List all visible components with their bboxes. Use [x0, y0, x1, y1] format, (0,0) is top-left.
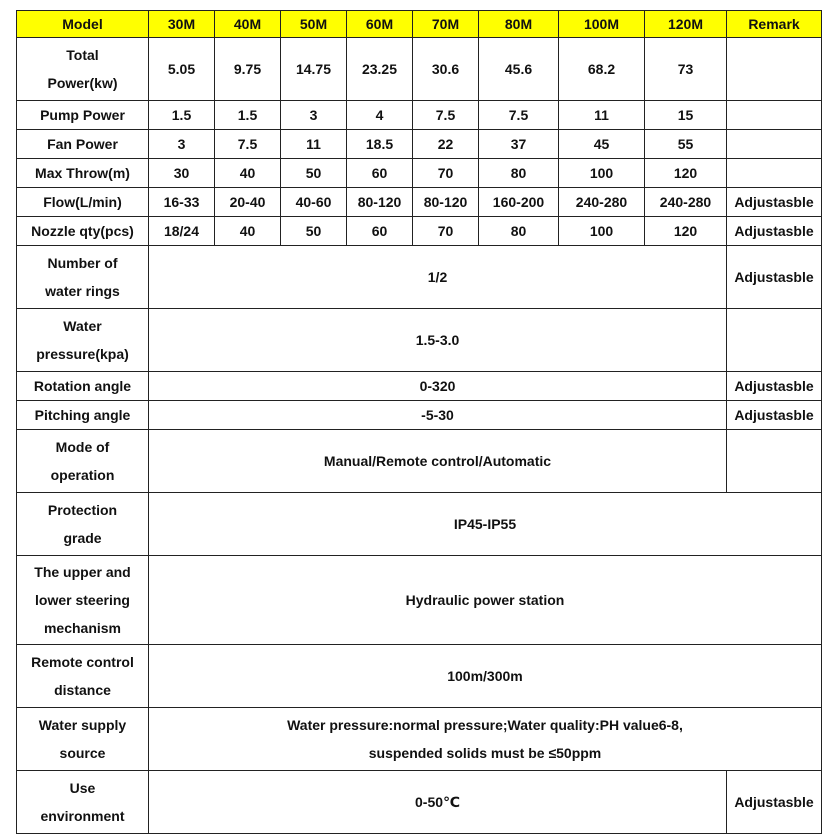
table-row: [17, 430, 822, 493]
cell-value: 11: [559, 101, 645, 130]
cell-value: 60: [347, 217, 413, 246]
cell-value: 18.5: [347, 130, 413, 159]
cell-value: 5.05: [149, 38, 215, 101]
row-label: Flow(L/min): [17, 188, 149, 217]
merged-value: 100m/300m: [149, 645, 822, 708]
cell-remark: Adjustasble: [727, 401, 822, 430]
cell-value: 3: [149, 130, 215, 159]
specification-table: [16, 10, 822, 834]
row-label: Water supply source: [17, 708, 149, 771]
row-label: Pump Power: [17, 101, 149, 130]
row-label: Protection grade: [17, 493, 149, 556]
table-row: [17, 309, 822, 372]
merged-value: 1/2: [149, 246, 727, 309]
table-row: [17, 493, 822, 556]
cell-value: 40: [215, 217, 281, 246]
cell-value: 16-33: [149, 188, 215, 217]
cell-value: 30.6: [413, 38, 479, 101]
header-col: 100M: [559, 11, 645, 38]
table-row: [17, 556, 822, 645]
cell-value: 160-200: [479, 188, 559, 217]
cell-value: 50: [281, 159, 347, 188]
cell-value: 37: [479, 130, 559, 159]
cell-value: 240-280: [559, 188, 645, 217]
cell-value: 50: [281, 217, 347, 246]
cell-value: 1.5: [215, 101, 281, 130]
table-row: [17, 188, 822, 217]
header-remark: Remark: [727, 11, 822, 38]
cell-value: 70: [413, 159, 479, 188]
table-row: [17, 372, 822, 401]
cell-value: 100: [559, 159, 645, 188]
cell-value: 60: [347, 159, 413, 188]
row-label: Number of water rings: [17, 246, 149, 309]
cell-value: 100: [559, 217, 645, 246]
cell-value: 80-120: [413, 188, 479, 217]
cell-value: 80: [479, 159, 559, 188]
header-col: 30M: [149, 11, 215, 38]
merged-value: IP45-IP55: [149, 493, 822, 556]
row-label: Nozzle qty(pcs): [17, 217, 149, 246]
table-row: [17, 38, 822, 101]
row-label: Max Throw(m): [17, 159, 149, 188]
merged-value: Hydraulic power station: [149, 556, 822, 645]
cell-remark: Adjustasble: [727, 246, 822, 309]
cell-value: 22: [413, 130, 479, 159]
cell-value: 120: [645, 159, 727, 188]
cell-value: 45.6: [479, 38, 559, 101]
row-label: Remote control distance: [17, 645, 149, 708]
cell-value: 3: [281, 101, 347, 130]
header-col: 80M: [479, 11, 559, 38]
cell-value: 68.2: [559, 38, 645, 101]
merged-value: 0-50℃: [149, 771, 727, 834]
cell-value: 7.5: [215, 130, 281, 159]
row-label: Water pressure(kpa): [17, 309, 149, 372]
header-row: [17, 11, 822, 38]
cell-value: 240-280: [645, 188, 727, 217]
cell-value: 14.75: [281, 38, 347, 101]
cell-value: 7.5: [479, 101, 559, 130]
cell-remark: [727, 130, 822, 159]
row-label: The upper and lower steering mechanism: [17, 556, 149, 645]
cell-value: 70: [413, 217, 479, 246]
row-label: Pitching angle: [17, 401, 149, 430]
cell-value: 7.5: [413, 101, 479, 130]
cell-value: 73: [645, 38, 727, 101]
cell-value: 9.75: [215, 38, 281, 101]
row-label: Fan Power: [17, 130, 149, 159]
header-col: 60M: [347, 11, 413, 38]
cell-remark: Adjustasble: [727, 771, 822, 834]
header-col: 120M: [645, 11, 727, 38]
cell-value: 80-120: [347, 188, 413, 217]
header-col: 40M: [215, 11, 281, 38]
merged-value: 1.5-3.0: [149, 309, 727, 372]
row-label: Mode of operation: [17, 430, 149, 493]
table-row: [17, 645, 822, 708]
cell-remark: [727, 101, 822, 130]
cell-value: 18/24: [149, 217, 215, 246]
header-col: 70M: [413, 11, 479, 38]
row-label: Use environment: [17, 771, 149, 834]
table-row: [17, 401, 822, 430]
merged-value: -5-30: [149, 401, 727, 430]
cell-value: 40-60: [281, 188, 347, 217]
table-row: [17, 217, 822, 246]
header-model: Model: [17, 11, 149, 38]
table-row: [17, 101, 822, 130]
cell-remark: [727, 309, 822, 372]
table-row: [17, 246, 822, 309]
cell-value: 23.25: [347, 38, 413, 101]
cell-value: 4: [347, 101, 413, 130]
merged-value: Water pressure:normal pressure;Water quality:PH value6-8, suspended solids must be ≤50ppm: [149, 708, 822, 771]
merged-value: 0-320: [149, 372, 727, 401]
cell-remark: Adjustasble: [727, 217, 822, 246]
row-label: Total Power(kw): [17, 38, 149, 101]
cell-value: 1.5: [149, 101, 215, 130]
cell-value: 40: [215, 159, 281, 188]
table-row: [17, 159, 822, 188]
cell-value: 30: [149, 159, 215, 188]
cell-value: 45: [559, 130, 645, 159]
cell-value: 15: [645, 101, 727, 130]
cell-value: 80: [479, 217, 559, 246]
table-row: [17, 771, 822, 834]
merged-value: Manual/Remote control/Automatic: [149, 430, 727, 493]
row-label: Rotation angle: [17, 372, 149, 401]
cell-value: 20-40: [215, 188, 281, 217]
cell-remark: Adjustasble: [727, 188, 822, 217]
cell-remark: [727, 159, 822, 188]
table-row: [17, 130, 822, 159]
cell-remark: [727, 38, 822, 101]
cell-value: 120: [645, 217, 727, 246]
table-row: [17, 708, 822, 771]
header-col: 50M: [281, 11, 347, 38]
cell-value: 11: [281, 130, 347, 159]
cell-value: 55: [645, 130, 727, 159]
cell-remark: [727, 430, 822, 493]
cell-remark: Adjustasble: [727, 372, 822, 401]
